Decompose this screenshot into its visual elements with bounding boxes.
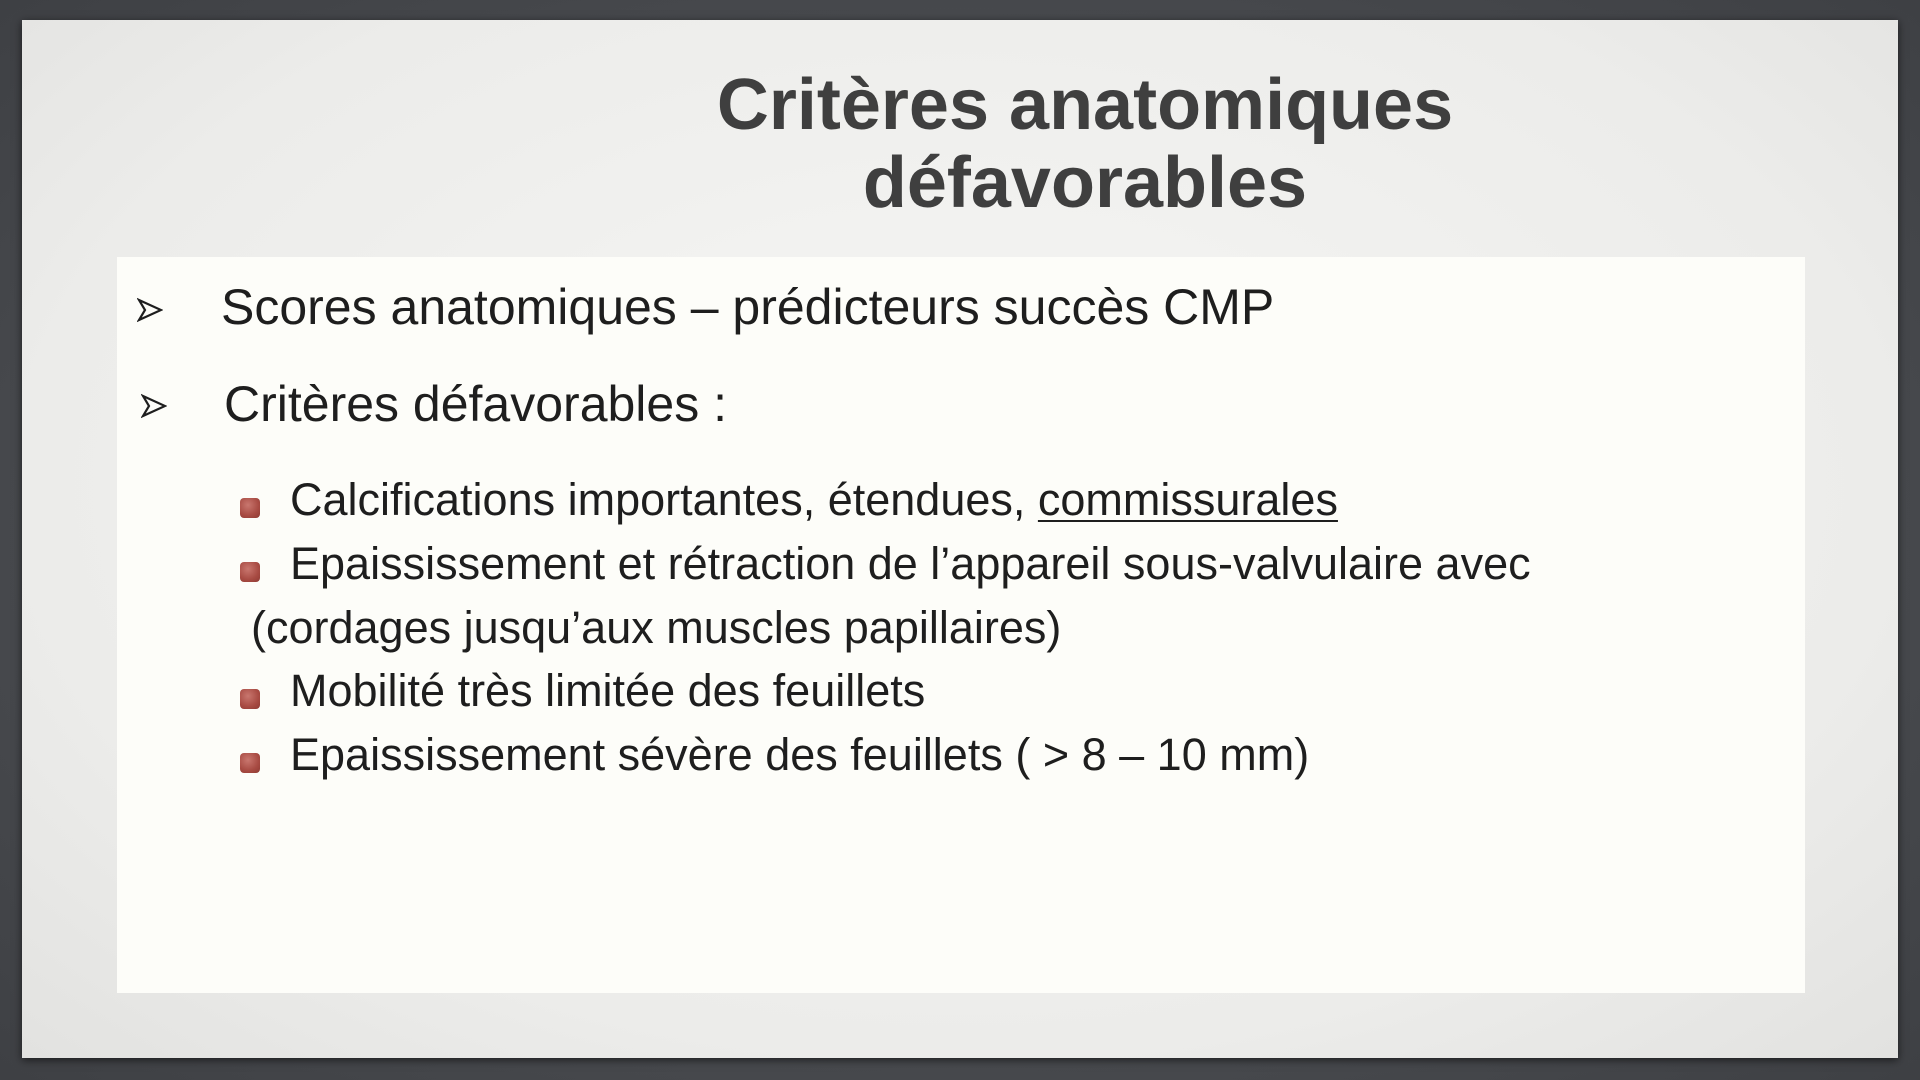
bullet-criteres: Critères défavorables :	[224, 376, 728, 432]
title-line-1: Critères anatomiques	[716, 65, 1454, 145]
bullet-scores: Scores anatomiques – prédicteurs succès CMP	[221, 279, 1275, 335]
sub-bullet-mobilite: Mobilité très limitée des feuillets	[290, 665, 926, 716]
sub-bullet-epaississement-line1: Epaississement et rétraction de l’appareil sous-valvulaire avec	[290, 538, 1531, 589]
sub-bullet-calcifications-text: Calcifications importantes, étendues,	[290, 474, 1038, 525]
sub-bullet-epaississement-line2: (cordages jusqu’aux muscles papillaires)	[251, 602, 1062, 653]
arrowhead-bullet-icon	[137, 297, 163, 323]
square-bullet-icon	[240, 753, 260, 773]
square-bullet-icon	[240, 498, 260, 518]
sub-bullet-calcifications	[290, 473, 1338, 527]
sub-bullet-epaississement-severe: Epaississement sévère des feuillets ( > 8 – 10 mm)	[290, 729, 1310, 780]
slide	[22, 20, 1898, 1058]
title-line-2: défavorables	[862, 143, 1308, 223]
arrowhead-bullet-icon	[141, 393, 167, 419]
square-bullet-icon	[240, 562, 260, 582]
square-bullet-icon	[240, 689, 260, 709]
slide-title	[22, 66, 1898, 222]
content-box	[117, 257, 1805, 993]
commissurales-underlined: commissurales	[1037, 474, 1338, 525]
